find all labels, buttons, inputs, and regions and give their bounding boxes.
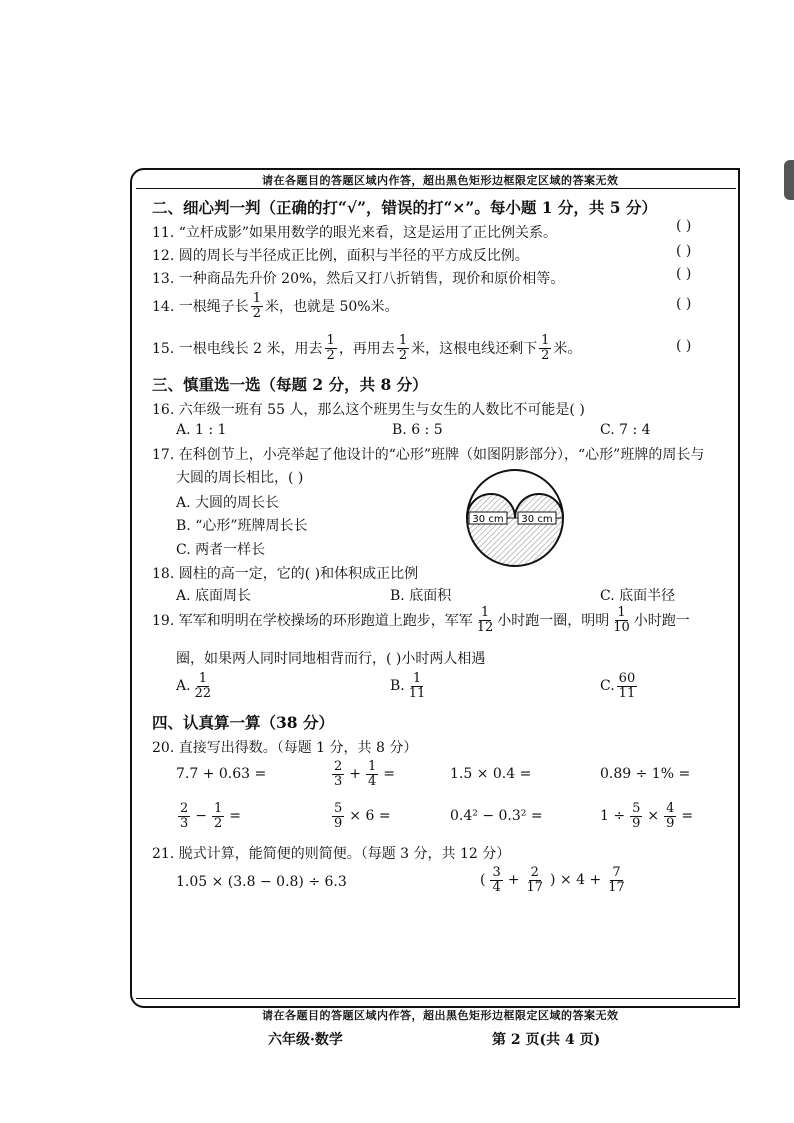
q18-option-c[interactable]: C. 底面半径 — [600, 588, 676, 604]
calc-20g: 0.4² − 0.3² = — [450, 808, 543, 824]
q18-option-b[interactable]: B. 底面积 — [390, 588, 452, 604]
q14-text-post: 米，也就是 50%米。 — [265, 299, 399, 316]
question-14 — [152, 292, 399, 320]
question-17-line1: 17. 在科创节上，小亮举起了他设计的“心形”班牌（如图阴影部分），“心形”班牌的周长与 — [152, 447, 705, 463]
calc-20h: 1 ÷ $\frac{5}{9}$ × $\frac{4}{9}$ = — [600, 801, 694, 831]
question-15: 15. 一根电线长 2 米，用去 $\frac{1}{2}$ ，再用去 $\frac{1}{2}$ 米，这根电线还剩下 $\frac{1}{2}$ 米。 — [152, 333, 582, 363]
section-title-calc: 四、认真算一算（38 分） — [152, 713, 334, 732]
answer-paren-15[interactable]: ( ) — [676, 338, 692, 354]
question-20: 20. 直接写出得数。（每题 1 分，共 8 分） — [152, 740, 418, 756]
q15-fraction-3: $\frac{1}{2}$ — [541, 333, 550, 363]
notice-top: 请在各题目的答题区域内作答，超出黑色矩形边框限定区域的答案无效 — [262, 174, 619, 187]
question-16: 16. 六年级一班有 55 人，那么这个班男生与女生的人数比不可能是( ) — [152, 402, 585, 418]
q17-option-c[interactable]: C. 两者一样长 — [176, 542, 266, 558]
q18-option-a[interactable]: A. 底面周长 — [176, 588, 252, 604]
section-title-choose: 三、慎重选一选（每题 2 分，共 8 分） — [152, 375, 428, 394]
q16-option-c[interactable]: C. 7 : 4 — [600, 422, 651, 438]
q19-option-b[interactable]: B. $\frac{1}{11}$ — [390, 671, 426, 701]
scrollbar-handle[interactable] — [784, 160, 794, 200]
q15-fraction-1: $\frac{1}{2}$ — [326, 333, 335, 363]
calc-21a: 1.05 × (3.8 − 0.8) ÷ 6.3 — [176, 874, 347, 890]
heart-circle-figure — [462, 468, 568, 568]
calc-21b: ( $\frac{3}{4}$ + $\frac{2}{17}$ ) × 4 + $\frac{7}{17}$ — [480, 865, 625, 895]
answer-paren-13[interactable]: ( ) — [676, 266, 692, 282]
question-13: 13. 一种商品先升价 20%，然后又打八折销售，现价和原价相等。 — [152, 271, 565, 287]
question-18: 18. 圆柱的高一定，它的( )和体积成正比例 — [152, 566, 419, 582]
figure-label-left: 30 cm — [472, 514, 504, 525]
q16-option-b[interactable]: B. 6 : 5 — [392, 422, 443, 438]
question-21: 21. 脱式计算，能简便的则简便。（每题 3 分，共 12 分） — [152, 846, 511, 862]
q17-option-b[interactable]: B. “心形”班牌周长长 — [176, 518, 308, 534]
q14-fraction: $\frac{1}{2}$ — [252, 291, 261, 321]
q17-option-a[interactable]: A. 大圆的周长长 — [176, 495, 280, 511]
q19-option-a[interactable]: A. $\frac{1}{22}$ — [176, 671, 212, 701]
answer-paren-12[interactable]: ( ) — [676, 243, 692, 259]
frame-top-divider — [136, 188, 736, 189]
footer-page-number: 第 2 页(共 4 页) — [492, 1032, 601, 1048]
question-12: 12. 圆的周长与半径成正比例，面积与半径的平方成反比例。 — [152, 248, 529, 264]
q15-fraction-2: $\frac{1}{2}$ — [398, 333, 408, 363]
q16-option-a[interactable]: A. 1 : 1 — [176, 422, 227, 438]
question-11: 11. “立杆成影”如果用数学的眼光来看，这是运用了正比例关系。 — [152, 225, 558, 241]
calc-20a: 7.7 + 0.63 = — [176, 766, 267, 782]
q19-fraction-1: $\frac{1}{12}$ — [476, 605, 494, 635]
calc-20f: $\frac{5}{9}$ × 6 = — [334, 801, 391, 831]
answer-paren-14[interactable]: ( ) — [676, 296, 692, 312]
figure-label-right: 30 cm — [521, 514, 553, 525]
calc-20e: $\frac{2}{3}$ − $\frac{1}{2}$ = — [180, 801, 242, 831]
calc-20d: 0.89 ÷ 1% = — [600, 766, 691, 782]
calc-20b: $\frac{2}{3}$ + $\frac{1}{4}$ = — [334, 759, 396, 789]
q19-fraction-2: $\frac{1}{10}$ — [613, 605, 630, 635]
q19-option-c[interactable]: C. $\frac{60}{11}$ — [600, 671, 636, 701]
calc-20c: 1.5 × 0.4 = — [450, 766, 532, 782]
answer-paren-11[interactable]: ( ) — [676, 218, 692, 234]
notice-bottom: 请在各题目的答题区域内作答，超出黑色矩形边框限定区域的答案无效 — [262, 1009, 619, 1022]
frame-bottom-divider — [136, 998, 736, 999]
q14-text-pre: 14. 一根绳子长 — [152, 299, 249, 316]
section-title-judge: 二、细心判一判（正确的打“√”，错误的打“×”。每小题 1 分，共 5 分） — [152, 198, 657, 217]
footer-subject: 六年级·数学 — [268, 1032, 343, 1048]
question-19-line2: 圈，如果两人同时同地相背而行，( )小时两人相遇 — [176, 651, 486, 667]
question-17-line2: 大圆的周长相比，( ) — [176, 470, 304, 486]
question-19-line1: 19. 军军和明明在学校操场的环形跑道上跑步，军军 $\frac{1}{12}$ 小时跑一圈，明明 $\frac{1}{10}$ 小时跑一 — [152, 605, 690, 635]
